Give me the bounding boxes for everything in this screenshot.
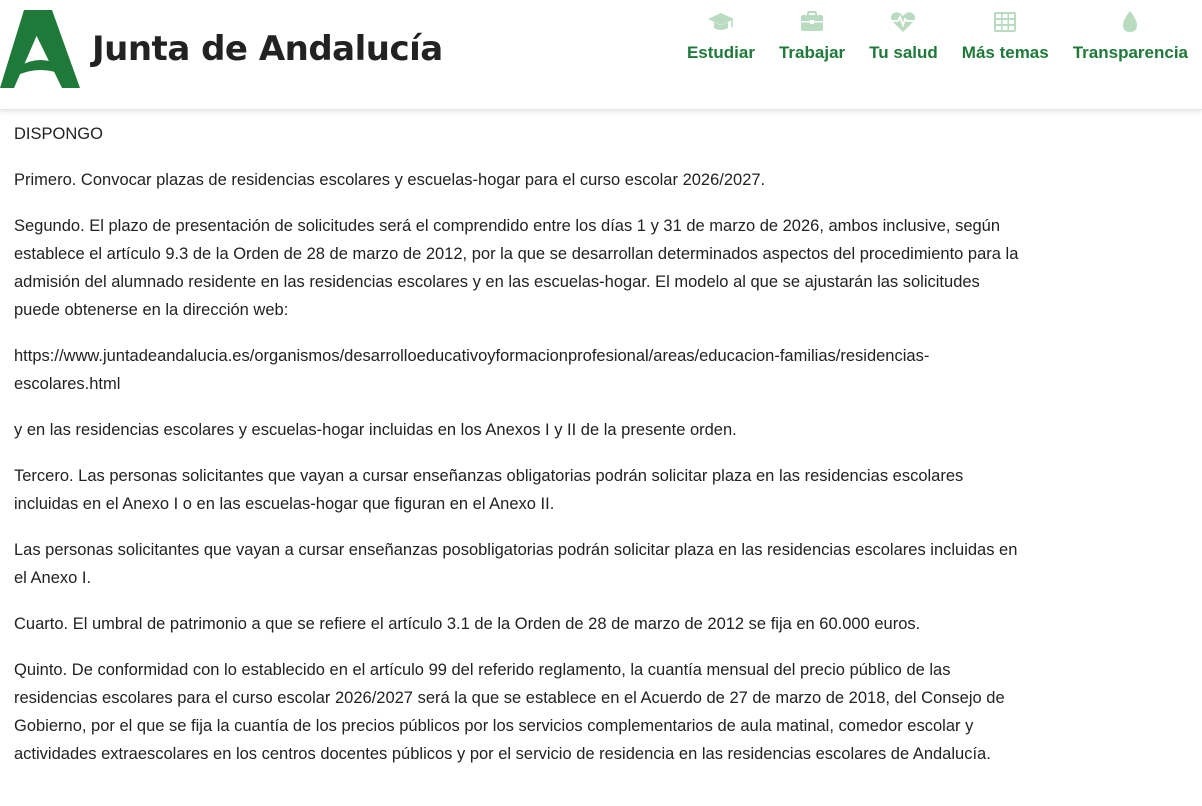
site-title: Junta de Andalucía: [92, 29, 443, 69]
paragraph-dispongo: DISPONGO: [14, 125, 103, 143]
paragraph-tercero: Tercero. Las personas solicitantes que vayan a cursar enseñanzas obligatorias podrán solicitar plaza en las residencias escolares incluidas en el Anexo I o en las escuelas-hogar que figuran en el Anexo II.: [14, 467, 964, 513]
paragraph-web-address: https://www.juntadeandalucia.es/organismos/desarrolloeducativoyformacionprofesional/areas/educacion-familias/residencias-escolares.html: [14, 347, 930, 393]
paragraph-cuarto: Cuarto. El umbral de patrimonio a que se refiere el artículo 3.1 de la Orden de 28 de marzo de 2012 se fija en 60.000 euros.: [14, 615, 921, 633]
nav-item-estudiar[interactable]: [687, 0, 755, 80]
graduation-cap-icon: [707, 8, 735, 36]
grid-icon: [991, 8, 1019, 36]
nav-label: Transparencia: [1072, 43, 1188, 62]
nav-label: Trabajar: [778, 43, 846, 62]
drop-icon: [1116, 8, 1144, 36]
nav-item-trabajar[interactable]: [779, 0, 845, 80]
briefcase-icon: [798, 8, 826, 36]
nav-label: Estudiar: [686, 43, 755, 62]
paragraph-segundo: Segundo. El plazo de presentación de solicitudes será el comprendido entre los días 1 y 31 de marzo de 2026, ambos inclusive, según establece el artículo 9.3 de la Orden de 28 de marzo de 2012, por la que se desarrollan determinados aspectos del procedimiento para la admisión del alumnado residente en las residencias escolares y en las escuelas-hogar. El modelo al que se ajustarán las solicitudes puede obtenerse en la dirección web:: [14, 217, 1019, 319]
nav-item-tu-salud[interactable]: [869, 0, 938, 80]
paragraph-primero: Primero. Convocar plazas de residencias escolares y escuelas-hogar para el curso escolar 2026/2027.: [14, 171, 766, 189]
main-nav: [663, 0, 1188, 80]
paragraph-quinto: Quinto. De conformidad con lo establecido en el artículo 99 del referido reglamento, la cuantía mensual del precio público de las residencias escolares para el curso escolar 2026/2027 será la que se establece en el Acuerdo de 27 de marzo de 2018, del Consejo de Gobierno, por el que se fija la cuantía de los precios públicos por los servicios complementarios de aula matinal, comedor escolar y actividades extraescolares en los centros docentes públicos y por el servicio de residencia en las residencias escolares de Andalucía.: [14, 661, 1005, 763]
nav-label: Más temas: [961, 43, 1049, 62]
heartbeat-icon: [889, 8, 917, 36]
paragraph-anexos: y en las residencias escolares y escuelas-hogar incluidas en los Anexos I y II de la presente orden.: [14, 421, 737, 439]
nav-item-mas-temas[interactable]: [962, 0, 1049, 80]
paragraph-posobligatorias: Las personas solicitantes que vayan a cursar enseñanzas posobligatorias podrán solicitar plaza en las residencias escolares incluidas en el Anexo I.: [14, 541, 1018, 587]
home-logo-link[interactable]: [0, 10, 443, 88]
nav-label: Tu salud: [869, 43, 938, 62]
nav-item-transparencia[interactable]: [1073, 0, 1188, 80]
junta-logo-icon: [0, 10, 80, 88]
document-body: [0, 110, 1038, 768]
site-header: [0, 0, 1202, 110]
